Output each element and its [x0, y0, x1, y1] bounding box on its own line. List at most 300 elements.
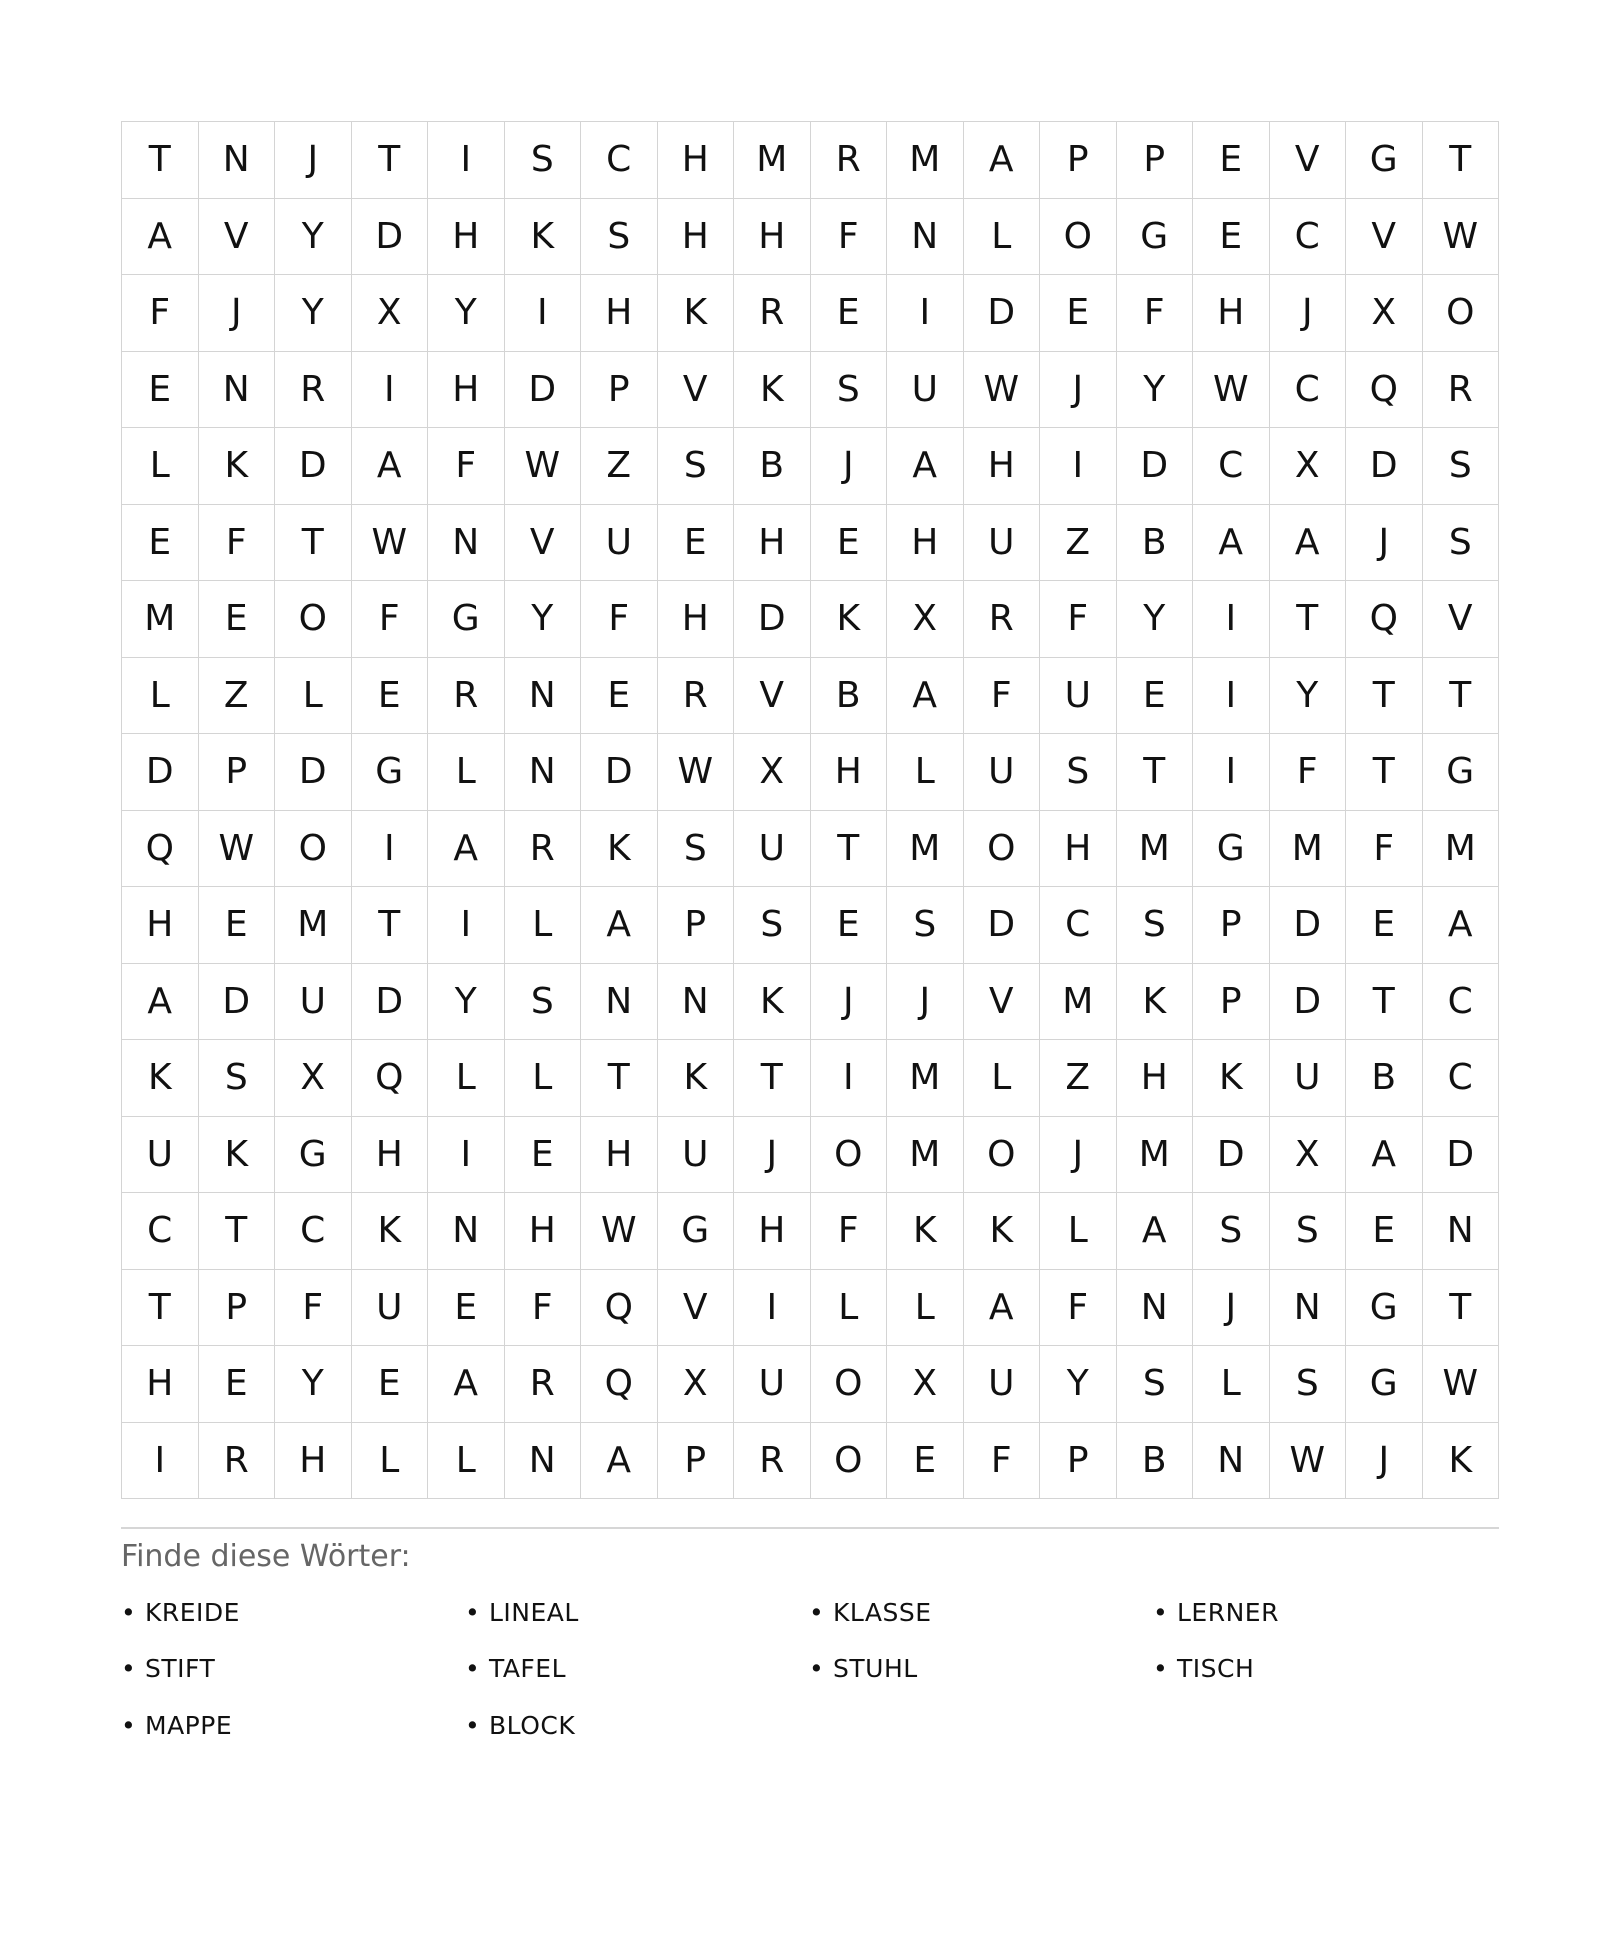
grid-cell[interactable]: R [505, 1346, 582, 1423]
grid-cell[interactable]: P [1040, 1423, 1117, 1500]
grid-cell[interactable]: N [505, 658, 582, 735]
grid-cell[interactable]: W [199, 811, 276, 888]
grid-cell[interactable]: L [964, 199, 1041, 276]
grid-cell[interactable]: T [811, 811, 888, 888]
grid-cell[interactable]: S [734, 887, 811, 964]
grid-cell[interactable]: V [505, 505, 582, 582]
grid-cell[interactable]: K [581, 811, 658, 888]
grid-cell[interactable]: Y [1117, 352, 1194, 429]
grid-cell[interactable]: K [505, 199, 582, 276]
grid-cell[interactable]: E [352, 658, 429, 735]
grid-cell[interactable]: P [581, 352, 658, 429]
grid-cell[interactable]: R [734, 1423, 811, 1500]
grid-cell[interactable]: U [734, 811, 811, 888]
grid-cell[interactable]: U [1270, 1040, 1347, 1117]
grid-cell[interactable]: C [1193, 428, 1270, 505]
grid-cell[interactable]: D [581, 734, 658, 811]
grid-cell[interactable]: K [1193, 1040, 1270, 1117]
grid-cell[interactable]: Y [275, 1346, 352, 1423]
grid-cell[interactable]: J [1270, 275, 1347, 352]
grid-cell[interactable]: A [428, 1346, 505, 1423]
grid-cell[interactable]: J [199, 275, 276, 352]
grid-cell[interactable]: Y [1117, 581, 1194, 658]
grid-cell[interactable]: A [352, 428, 429, 505]
grid-cell[interactable]: G [352, 734, 429, 811]
grid-cell[interactable]: L [887, 734, 964, 811]
grid-cell[interactable]: G [658, 1193, 735, 1270]
grid-cell[interactable]: S [581, 199, 658, 276]
grid-cell[interactable]: E [1193, 122, 1270, 199]
grid-cell[interactable]: H [658, 122, 735, 199]
grid-cell[interactable]: A [122, 964, 199, 1041]
grid-cell[interactable]: K [734, 352, 811, 429]
grid-cell[interactable]: V [964, 964, 1041, 1041]
grid-cell[interactable]: Y [428, 964, 505, 1041]
grid-cell[interactable]: P [658, 887, 735, 964]
grid-cell[interactable]: T [1423, 1270, 1500, 1347]
grid-cell[interactable]: N [1117, 1270, 1194, 1347]
grid-cell[interactable]: Y [275, 199, 352, 276]
grid-cell[interactable]: X [734, 734, 811, 811]
grid-cell[interactable]: S [505, 122, 582, 199]
grid-cell[interactable]: F [1270, 734, 1347, 811]
grid-cell[interactable]: T [1346, 658, 1423, 735]
grid-cell[interactable]: H [275, 1423, 352, 1500]
grid-cell[interactable]: K [199, 1117, 276, 1194]
grid-cell[interactable]: Q [122, 811, 199, 888]
grid-cell[interactable]: V [1423, 581, 1500, 658]
grid-cell[interactable]: G [1193, 811, 1270, 888]
grid-cell[interactable]: Y [428, 275, 505, 352]
grid-cell[interactable]: F [352, 581, 429, 658]
grid-cell[interactable]: X [1270, 1117, 1347, 1194]
grid-cell[interactable]: I [1193, 581, 1270, 658]
grid-cell[interactable]: R [658, 658, 735, 735]
grid-cell[interactable]: E [658, 505, 735, 582]
grid-cell[interactable]: F [1117, 275, 1194, 352]
grid-cell[interactable]: T [199, 1193, 276, 1270]
grid-cell[interactable]: I [352, 352, 429, 429]
grid-cell[interactable]: B [811, 658, 888, 735]
grid-cell[interactable]: E [199, 1346, 276, 1423]
grid-cell[interactable]: O [1040, 199, 1117, 276]
grid-cell[interactable]: S [1117, 1346, 1194, 1423]
grid-cell[interactable]: K [658, 275, 735, 352]
grid-cell[interactable]: P [658, 1423, 735, 1500]
grid-cell[interactable]: T [1346, 964, 1423, 1041]
grid-cell[interactable]: M [1040, 964, 1117, 1041]
grid-cell[interactable]: S [1423, 505, 1500, 582]
grid-cell[interactable]: D [964, 275, 1041, 352]
grid-cell[interactable]: K [1117, 964, 1194, 1041]
grid-cell[interactable]: L [428, 1423, 505, 1500]
grid-cell[interactable]: K [734, 964, 811, 1041]
grid-cell[interactable]: E [1117, 658, 1194, 735]
grid-cell[interactable]: C [1270, 352, 1347, 429]
grid-cell[interactable]: L [428, 734, 505, 811]
grid-cell[interactable]: S [1193, 1193, 1270, 1270]
grid-cell[interactable]: R [199, 1423, 276, 1500]
grid-cell[interactable]: M [887, 122, 964, 199]
grid-cell[interactable]: A [428, 811, 505, 888]
grid-cell[interactable]: R [811, 122, 888, 199]
grid-cell[interactable]: A [1270, 505, 1347, 582]
grid-cell[interactable]: A [122, 199, 199, 276]
grid-cell[interactable]: I [811, 1040, 888, 1117]
grid-cell[interactable]: L [887, 1270, 964, 1347]
grid-cell[interactable]: W [1423, 199, 1500, 276]
grid-cell[interactable]: E [1346, 887, 1423, 964]
grid-cell[interactable]: L [352, 1423, 429, 1500]
grid-cell[interactable]: U [1040, 658, 1117, 735]
grid-cell[interactable]: H [734, 199, 811, 276]
grid-cell[interactable]: O [275, 811, 352, 888]
grid-cell[interactable]: D [1270, 964, 1347, 1041]
grid-cell[interactable]: E [1040, 275, 1117, 352]
grid-cell[interactable]: D [352, 964, 429, 1041]
grid-cell[interactable]: S [811, 352, 888, 429]
grid-cell[interactable]: J [1346, 1423, 1423, 1500]
grid-cell[interactable]: G [1346, 1270, 1423, 1347]
grid-cell[interactable]: A [1117, 1193, 1194, 1270]
grid-cell[interactable]: K [887, 1193, 964, 1270]
grid-cell[interactable]: N [1193, 1423, 1270, 1500]
grid-cell[interactable]: U [964, 734, 1041, 811]
grid-cell[interactable]: X [275, 1040, 352, 1117]
grid-cell[interactable]: D [1117, 428, 1194, 505]
grid-cell[interactable]: L [505, 887, 582, 964]
grid-cell[interactable]: G [275, 1117, 352, 1194]
grid-cell[interactable]: Q [581, 1346, 658, 1423]
grid-cell[interactable]: H [1193, 275, 1270, 352]
grid-cell[interactable]: D [1270, 887, 1347, 964]
grid-cell[interactable]: F [581, 581, 658, 658]
grid-cell[interactable]: S [1040, 734, 1117, 811]
grid-cell[interactable]: Q [352, 1040, 429, 1117]
grid-cell[interactable]: W [505, 428, 582, 505]
grid-cell[interactable]: D [199, 964, 276, 1041]
grid-cell[interactable]: U [887, 352, 964, 429]
grid-cell[interactable]: A [1193, 505, 1270, 582]
grid-cell[interactable]: Y [1270, 658, 1347, 735]
grid-cell[interactable]: D [505, 352, 582, 429]
grid-cell[interactable]: E [581, 658, 658, 735]
grid-cell[interactable]: W [581, 1193, 658, 1270]
grid-cell[interactable]: U [275, 964, 352, 1041]
grid-cell[interactable]: T [275, 505, 352, 582]
grid-cell[interactable]: I [428, 1117, 505, 1194]
grid-cell[interactable]: D [275, 428, 352, 505]
grid-cell[interactable]: B [734, 428, 811, 505]
grid-cell[interactable]: N [581, 964, 658, 1041]
grid-cell[interactable]: M [734, 122, 811, 199]
grid-cell[interactable]: R [505, 811, 582, 888]
grid-cell[interactable]: T [1270, 581, 1347, 658]
grid-cell[interactable]: K [811, 581, 888, 658]
grid-cell[interactable]: N [428, 505, 505, 582]
grid-cell[interactable]: U [658, 1117, 735, 1194]
grid-cell[interactable]: B [1117, 1423, 1194, 1500]
grid-cell[interactable]: R [964, 581, 1041, 658]
grid-cell[interactable]: M [887, 1040, 964, 1117]
grid-cell[interactable]: Y [1040, 1346, 1117, 1423]
grid-cell[interactable]: K [1423, 1423, 1500, 1500]
grid-cell[interactable]: K [964, 1193, 1041, 1270]
grid-cell[interactable]: S [658, 811, 735, 888]
grid-cell[interactable]: V [734, 658, 811, 735]
grid-cell[interactable]: S [1117, 887, 1194, 964]
grid-cell[interactable]: H [658, 199, 735, 276]
grid-cell[interactable]: L [122, 658, 199, 735]
grid-cell[interactable]: E [199, 887, 276, 964]
grid-cell[interactable]: A [581, 1423, 658, 1500]
grid-cell[interactable]: V [658, 352, 735, 429]
grid-cell[interactable]: W [1423, 1346, 1500, 1423]
grid-cell[interactable]: A [887, 658, 964, 735]
grid-cell[interactable]: E [811, 505, 888, 582]
grid-cell[interactable]: I [428, 122, 505, 199]
grid-cell[interactable]: L [1193, 1346, 1270, 1423]
grid-cell[interactable]: Z [1040, 1040, 1117, 1117]
grid-cell[interactable]: E [122, 352, 199, 429]
grid-cell[interactable]: I [1193, 658, 1270, 735]
grid-cell[interactable]: A [887, 428, 964, 505]
grid-cell[interactable]: X [658, 1346, 735, 1423]
grid-cell[interactable]: R [428, 658, 505, 735]
grid-cell[interactable]: E [428, 1270, 505, 1347]
grid-cell[interactable]: F [1040, 1270, 1117, 1347]
grid-cell[interactable]: P [199, 734, 276, 811]
grid-cell[interactable]: C [1423, 964, 1500, 1041]
grid-cell[interactable]: T [1117, 734, 1194, 811]
grid-cell[interactable]: D [352, 199, 429, 276]
grid-cell[interactable]: G [1423, 734, 1500, 811]
grid-cell[interactable]: H [122, 1346, 199, 1423]
grid-cell[interactable]: I [1040, 428, 1117, 505]
grid-cell[interactable]: J [1346, 505, 1423, 582]
grid-cell[interactable]: N [505, 1423, 582, 1500]
grid-cell[interactable]: H [122, 887, 199, 964]
grid-cell[interactable]: D [1193, 1117, 1270, 1194]
grid-cell[interactable]: P [1040, 122, 1117, 199]
grid-cell[interactable]: S [1423, 428, 1500, 505]
grid-cell[interactable]: L [428, 1040, 505, 1117]
grid-cell[interactable]: Y [505, 581, 582, 658]
grid-cell[interactable]: K [122, 1040, 199, 1117]
grid-cell[interactable]: C [275, 1193, 352, 1270]
grid-cell[interactable]: X [887, 581, 964, 658]
grid-cell[interactable]: F [275, 1270, 352, 1347]
grid-cell[interactable]: T [352, 122, 429, 199]
grid-cell[interactable]: N [887, 199, 964, 276]
grid-cell[interactable]: Z [581, 428, 658, 505]
grid-cell[interactable]: N [199, 352, 276, 429]
grid-cell[interactable]: J [811, 964, 888, 1041]
grid-cell[interactable]: J [1040, 1117, 1117, 1194]
grid-cell[interactable]: P [1193, 887, 1270, 964]
grid-cell[interactable]: L [964, 1040, 1041, 1117]
grid-cell[interactable]: N [1423, 1193, 1500, 1270]
grid-cell[interactable]: Y [275, 275, 352, 352]
grid-cell[interactable]: G [1346, 122, 1423, 199]
grid-cell[interactable]: H [428, 352, 505, 429]
grid-cell[interactable]: H [734, 505, 811, 582]
grid-cell[interactable]: W [352, 505, 429, 582]
grid-cell[interactable]: Q [1346, 581, 1423, 658]
grid-cell[interactable]: J [887, 964, 964, 1041]
grid-cell[interactable]: H [887, 505, 964, 582]
grid-cell[interactable]: U [964, 505, 1041, 582]
grid-cell[interactable]: L [811, 1270, 888, 1347]
grid-cell[interactable]: I [122, 1423, 199, 1500]
grid-cell[interactable]: S [887, 887, 964, 964]
grid-cell[interactable]: I [352, 811, 429, 888]
grid-cell[interactable]: H [581, 1117, 658, 1194]
grid-cell[interactable]: V [1346, 199, 1423, 276]
grid-cell[interactable]: B [1117, 505, 1194, 582]
grid-cell[interactable]: A [581, 887, 658, 964]
grid-cell[interactable]: H [352, 1117, 429, 1194]
grid-cell[interactable]: J [734, 1117, 811, 1194]
grid-cell[interactable]: O [811, 1346, 888, 1423]
grid-cell[interactable]: C [122, 1193, 199, 1270]
grid-cell[interactable]: O [811, 1423, 888, 1500]
grid-cell[interactable]: H [1117, 1040, 1194, 1117]
grid-cell[interactable]: O [275, 581, 352, 658]
grid-cell[interactable]: T [1346, 734, 1423, 811]
grid-cell[interactable]: F [964, 658, 1041, 735]
grid-cell[interactable]: H [658, 581, 735, 658]
grid-cell[interactable]: M [1270, 811, 1347, 888]
grid-cell[interactable]: P [1117, 122, 1194, 199]
grid-cell[interactable]: S [658, 428, 735, 505]
grid-cell[interactable]: J [1040, 352, 1117, 429]
grid-cell[interactable]: D [964, 887, 1041, 964]
grid-cell[interactable]: S [1270, 1346, 1347, 1423]
grid-cell[interactable]: L [275, 658, 352, 735]
grid-cell[interactable]: Q [581, 1270, 658, 1347]
grid-cell[interactable]: M [887, 1117, 964, 1194]
grid-cell[interactable]: T [122, 1270, 199, 1347]
grid-cell[interactable]: A [1346, 1117, 1423, 1194]
grid-cell[interactable]: G [1346, 1346, 1423, 1423]
grid-cell[interactable]: C [581, 122, 658, 199]
grid-cell[interactable]: M [887, 811, 964, 888]
grid-cell[interactable]: B [1346, 1040, 1423, 1117]
grid-cell[interactable]: L [505, 1040, 582, 1117]
grid-cell[interactable]: U [581, 505, 658, 582]
grid-cell[interactable]: I [428, 887, 505, 964]
grid-cell[interactable]: J [811, 428, 888, 505]
grid-cell[interactable]: Z [1040, 505, 1117, 582]
grid-cell[interactable]: D [122, 734, 199, 811]
grid-cell[interactable]: I [1193, 734, 1270, 811]
grid-cell[interactable]: I [505, 275, 582, 352]
grid-cell[interactable]: U [964, 1346, 1041, 1423]
grid-cell[interactable]: R [1423, 352, 1500, 429]
grid-cell[interactable]: G [428, 581, 505, 658]
grid-cell[interactable]: A [1423, 887, 1500, 964]
grid-cell[interactable]: V [199, 199, 276, 276]
grid-cell[interactable]: E [887, 1423, 964, 1500]
grid-cell[interactable]: S [505, 964, 582, 1041]
grid-cell[interactable]: E [1193, 199, 1270, 276]
grid-cell[interactable]: C [1040, 887, 1117, 964]
grid-cell[interactable]: I [734, 1270, 811, 1347]
grid-cell[interactable]: C [1423, 1040, 1500, 1117]
grid-cell[interactable]: H [964, 428, 1041, 505]
grid-cell[interactable]: F [964, 1423, 1041, 1500]
grid-cell[interactable]: E [811, 275, 888, 352]
grid-cell[interactable]: U [122, 1117, 199, 1194]
grid-cell[interactable]: H [734, 1193, 811, 1270]
grid-cell[interactable]: N [505, 734, 582, 811]
grid-cell[interactable]: U [352, 1270, 429, 1347]
grid-cell[interactable]: T [122, 122, 199, 199]
grid-cell[interactable]: M [275, 887, 352, 964]
grid-cell[interactable]: O [1423, 275, 1500, 352]
grid-cell[interactable]: H [505, 1193, 582, 1270]
grid-cell[interactable]: N [1270, 1270, 1347, 1347]
grid-cell[interactable]: J [275, 122, 352, 199]
grid-cell[interactable]: R [275, 352, 352, 429]
grid-cell[interactable]: P [199, 1270, 276, 1347]
grid-cell[interactable]: M [1117, 1117, 1194, 1194]
grid-cell[interactable]: F [1040, 581, 1117, 658]
grid-cell[interactable]: D [1346, 428, 1423, 505]
grid-cell[interactable]: H [581, 275, 658, 352]
grid-cell[interactable]: M [1423, 811, 1500, 888]
grid-cell[interactable]: K [199, 428, 276, 505]
grid-cell[interactable]: I [887, 275, 964, 352]
grid-cell[interactable]: S [199, 1040, 276, 1117]
grid-cell[interactable]: H [428, 199, 505, 276]
grid-cell[interactable]: R [734, 275, 811, 352]
grid-cell[interactable]: F [811, 199, 888, 276]
grid-cell[interactable]: N [658, 964, 735, 1041]
grid-cell[interactable]: K [658, 1040, 735, 1117]
grid-cell[interactable]: N [199, 122, 276, 199]
grid-cell[interactable]: X [1346, 275, 1423, 352]
grid-cell[interactable]: A [964, 122, 1041, 199]
grid-cell[interactable]: Q [1346, 352, 1423, 429]
grid-cell[interactable]: T [734, 1040, 811, 1117]
grid-cell[interactable]: Z [199, 658, 276, 735]
grid-cell[interactable]: W [964, 352, 1041, 429]
grid-cell[interactable]: T [1423, 122, 1500, 199]
grid-cell[interactable]: E [811, 887, 888, 964]
grid-cell[interactable]: W [1193, 352, 1270, 429]
grid-cell[interactable]: O [964, 1117, 1041, 1194]
grid-cell[interactable]: N [428, 1193, 505, 1270]
grid-cell[interactable]: E [505, 1117, 582, 1194]
grid-cell[interactable]: U [734, 1346, 811, 1423]
grid-cell[interactable]: V [658, 1270, 735, 1347]
grid-cell[interactable]: K [352, 1193, 429, 1270]
grid-cell[interactable]: H [811, 734, 888, 811]
grid-cell[interactable]: E [1346, 1193, 1423, 1270]
grid-cell[interactable]: O [811, 1117, 888, 1194]
grid-cell[interactable]: G [1117, 199, 1194, 276]
grid-cell[interactable]: H [1040, 811, 1117, 888]
grid-cell[interactable]: F [1346, 811, 1423, 888]
grid-cell[interactable]: C [1270, 199, 1347, 276]
grid-cell[interactable]: W [1270, 1423, 1347, 1500]
grid-cell[interactable]: L [1040, 1193, 1117, 1270]
grid-cell[interactable]: F [122, 275, 199, 352]
grid-cell[interactable]: E [122, 505, 199, 582]
grid-cell[interactable]: D [275, 734, 352, 811]
